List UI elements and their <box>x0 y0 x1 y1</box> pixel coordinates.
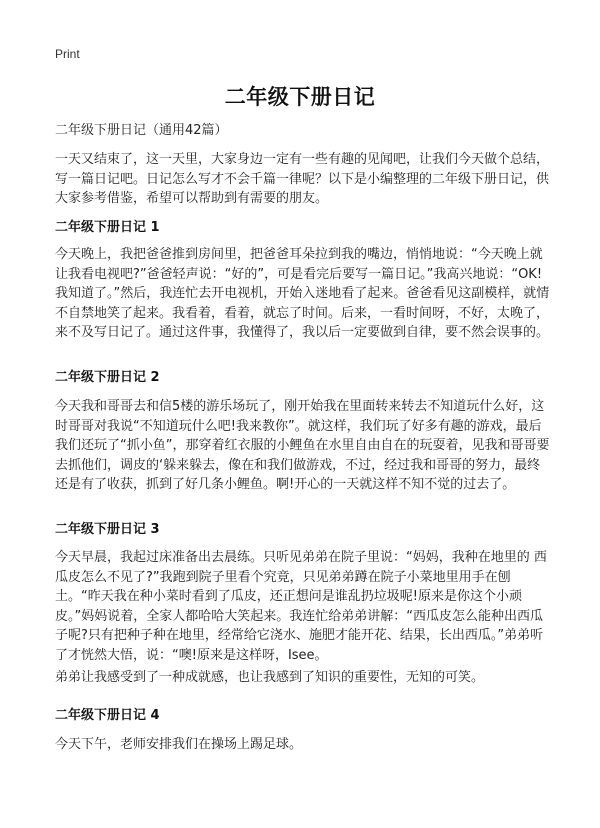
print-link[interactable]: Print <box>55 47 80 61</box>
page-title: 二年级下册日记 <box>224 85 376 109</box>
section-heading-2: 二年级下册日记 2 <box>55 370 160 385</box>
section-heading-4: 二年级下册日记 4 <box>55 708 160 723</box>
document-subtitle: 二年级下册日记（通用42篇） <box>55 123 228 138</box>
section-heading-1: 二年级下册日记 1 <box>55 220 160 235</box>
section-paragraph-1: 今天晚上，我把爸爸推到房间里，把爸爸耳朵拉到我的嘴边，悄悄地说：“今天晚上就让我看电视吧?”爸爸轻声说：“好的”，可是看完后要写一篇日记。”我高兴地说：“OK!我知道了。”然后，我连忙去开电视机，开始入迷地看了起来。爸爸看见这副模样，就情不自禁地笑了起来。我看着，看着，就忘了时间。后来，一看时间呀，不好，太晚了，来不及写日记了。通过这件事，我懂得了，我以后一定要做到自律，要不然会误事的。 <box>55 247 550 340</box>
section-heading-3: 二年级下册日记 3 <box>55 522 160 537</box>
section-paragraph-4: 今天下午，老师安排我们在操场上踢足球。 <box>55 737 303 752</box>
section-paragraph-3b: 弟弟让我感受到了一种成就感，也让我感到了知识的重要性，无知的可笑。 <box>55 670 485 685</box>
section-paragraph-2: 今天我和哥哥去和信5楼的游乐场玩了，刚开始我在里面转来转去不知道玩什么好，这时哥哥对我说“不知道玩什么吧!我来教你”。就这样，我们玩了好多有趣的游戏，最后我们还玩了“抓小鱼”，那穿着红衣服的小鲤鱼在水里自由自在的玩耍着，见我和哥哥要去抓他们，调皮的‘躲来躲去，像在和我们做游戏，不过，经过我和哥哥的努力，最终还是有了收获，抓到了好几条小鲤鱼。啊!开心的一天就这样不知不觉的过去了。 <box>55 399 550 492</box>
section-paragraph-3: 今天早晨，我起过床准备出去晨练。只听见弟弟在院子里说：“妈妈，我种在地里的 西瓜皮怎么不见了?”我跑到院子里看个究竟，只见弟弟蹲在院子小菜地里用手在刨土。“昨天我在种小菜时看到了瓜皮，还正想问是谁乱扔垃圾呢!原来是你这个小顽皮。”妈妈说着，全家人都哈哈大笑起来。我连忙给弟弟讲解：“西瓜皮怎么能种出西瓜子呢?只有把种子种在地里，经常给它浇水、施肥才能开花、结果，长出西瓜。”弟弟听了才恍然大悟，说：“噢!原来是这样呀，Isee。 <box>55 550 547 663</box>
intro-paragraph: 一天又结束了，这一天里，大家身边一定有一些有趣的见闻吧，让我们今天做个总结，写一篇日记吧。日记怎么写才不会千篇一律呢？以下是小编整理的二年级下册日记，供大家参考借鉴，希望可以帮助到有需要的朋友。 <box>55 152 550 206</box>
